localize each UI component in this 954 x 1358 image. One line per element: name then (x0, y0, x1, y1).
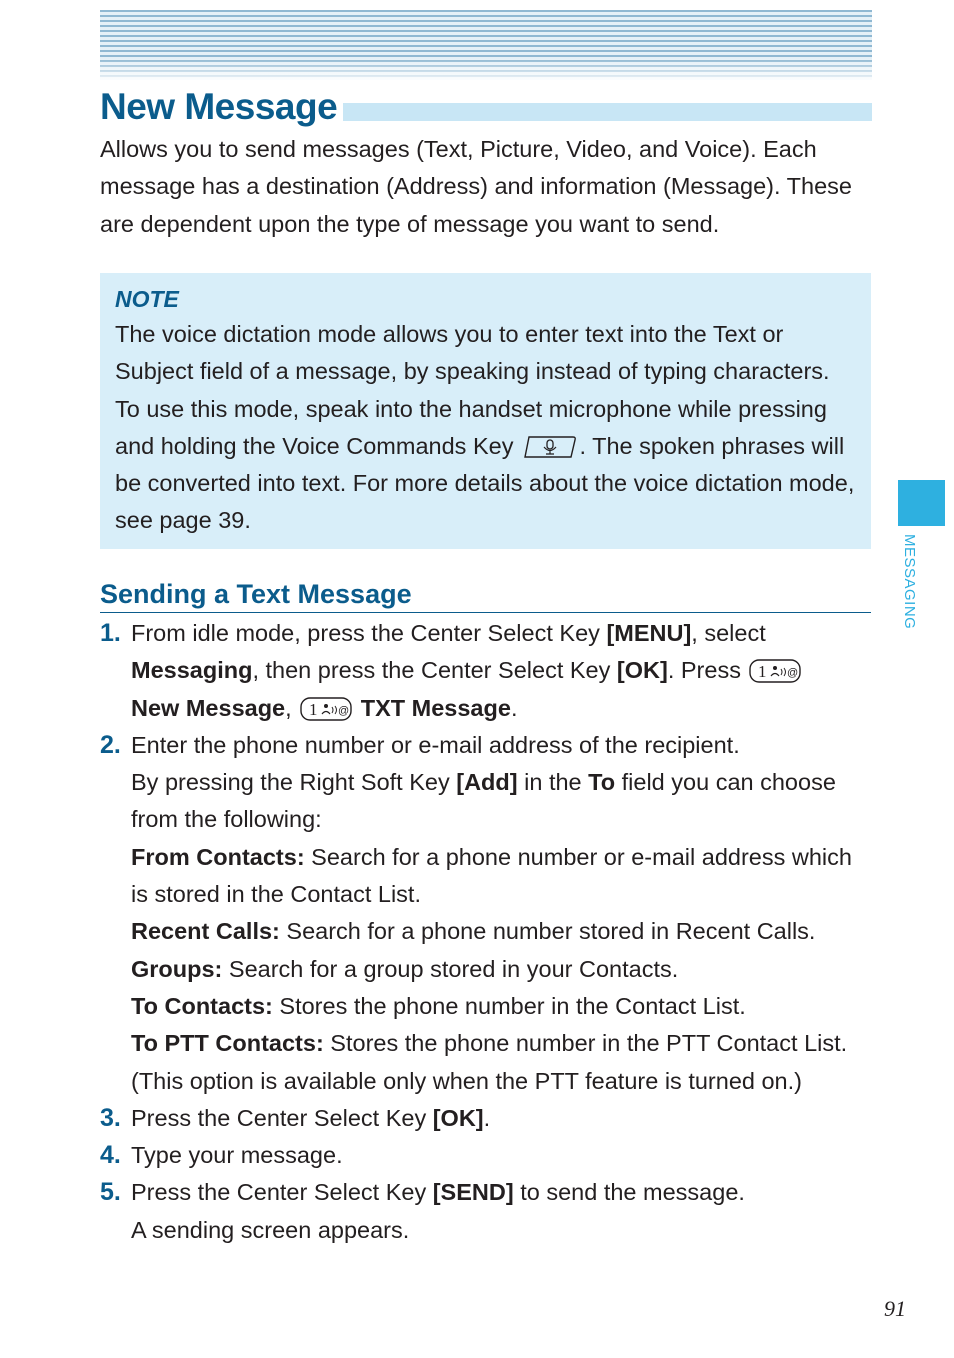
option-item (131, 988, 872, 1025)
number-1-key-icon (749, 659, 801, 683)
step-text: From idle mode, press the Center Select Key (131, 620, 607, 646)
step-text: Press the Center Select Key (131, 1104, 433, 1131)
step-text: , (285, 694, 299, 721)
key-label: [OK] (616, 657, 668, 684)
step-text: Press the Center Select Key (131, 1179, 433, 1206)
menu-label: Messaging (131, 657, 253, 684)
key-label: [MENU] (606, 620, 692, 646)
number-1-key-icon (300, 697, 352, 721)
note-text (115, 316, 857, 540)
field-label: To (588, 769, 616, 796)
option-text: Search for a group stored in your Contacts. (222, 955, 679, 982)
chapter-tab (898, 480, 945, 526)
step-text: Type your message. (131, 1142, 343, 1169)
step-3 (100, 1100, 872, 1137)
section-heading: Sending a Text Message (100, 576, 871, 613)
option-label: Groups: (131, 955, 223, 982)
page-number: 91 (884, 1296, 906, 1321)
option-item (131, 839, 872, 914)
step-number: 2. (100, 730, 121, 759)
note-text-part: The voice dictation mode allows you to enter text into the Text or Subject field of a message, by speaking instead of typing characters. To use this mode, speak into the handset microphone while pressing and holding the Voice Commands Key (115, 321, 830, 459)
chapter-label: MESSAGING (901, 534, 918, 630)
voice-commands-key-icon (523, 436, 577, 458)
step-5 (100, 1174, 872, 1249)
svg-text:@: @ (787, 667, 799, 680)
step-number: 3. (100, 1103, 121, 1132)
option-item (131, 913, 872, 950)
option-label: From Contacts: (131, 843, 305, 870)
step-text: By pressing the Right Soft Key (131, 769, 457, 796)
step-1 (100, 615, 872, 727)
step-text: in the (517, 769, 589, 796)
key-label: [OK] (432, 1104, 484, 1131)
step-text: . Press (667, 657, 748, 684)
svg-text:1: 1 (758, 662, 767, 682)
svg-text:@: @ (338, 704, 350, 717)
option-item (131, 1025, 872, 1100)
note-text-part: . The spoken phrases will be converted into text. For more details about the voice dictation mode, see page 39. (115, 432, 855, 534)
menu-label: TXT Message (360, 694, 511, 721)
svg-text:1: 1 (309, 699, 318, 719)
step-number: 5. (100, 1178, 121, 1207)
key-label: [Add] (456, 769, 518, 796)
option-label: To Contacts: (131, 992, 273, 1019)
key-label: [SEND] (432, 1179, 514, 1206)
menu-label: New Message (131, 694, 286, 721)
option-text: Search for a phone number stored in Recent Calls. (279, 918, 816, 945)
step-text: field you can choose from the following: (131, 769, 836, 833)
step-text: . (510, 694, 518, 721)
intro-paragraph: Allows you to send messages (Text, Picture, Video, and Voice). Each message has a destination (Address) and information (Message). These are dependent upon the type of message you want to send. (100, 136, 852, 237)
step-text: . (483, 1104, 491, 1131)
step-text: , select (691, 620, 766, 646)
step-text: A sending screen appears. (131, 1216, 410, 1243)
step-2 (100, 727, 872, 1100)
option-label: Recent Calls: (131, 918, 280, 945)
step-text: Enter the phone number or e-mail address of the recipient. (131, 731, 740, 758)
step-4 (100, 1137, 872, 1174)
step-number: 1. (100, 619, 121, 647)
option-text: Search for a phone number or e-mail address which is stored in the Contact List. (131, 843, 852, 908)
note-box (100, 273, 871, 549)
header-stripes (100, 10, 872, 80)
step-number: 4. (100, 1141, 121, 1170)
option-item (131, 951, 872, 988)
steps-list (100, 615, 872, 1249)
step-text: , then press the Center Select Key (252, 657, 617, 684)
option-text: Stores the phone number in the Contact List. (272, 992, 746, 1019)
option-label: To PTT Contacts: (131, 1030, 324, 1057)
note-heading: NOTE (115, 286, 179, 312)
page-title: New Message (100, 84, 343, 130)
step-text: to send the message. (513, 1179, 745, 1206)
option-text: Stores the phone number in the PTT Contact List. (This option is available only when the PTT feature is turned on.) (131, 1030, 848, 1094)
